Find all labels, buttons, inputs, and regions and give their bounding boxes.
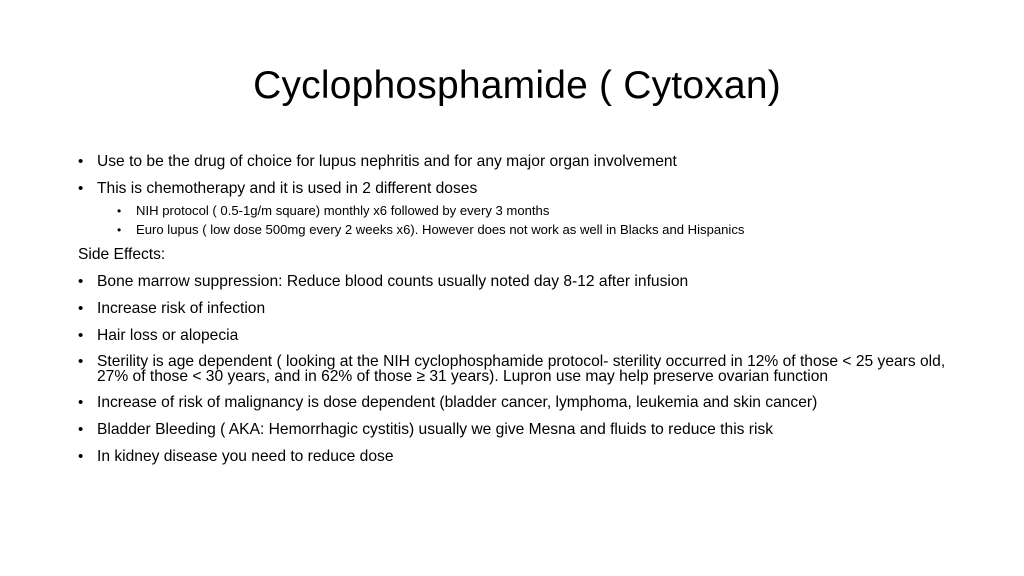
- bullet-marker: •: [78, 420, 84, 438]
- bullet-marker: •: [78, 352, 84, 370]
- bullet-marker: •: [78, 153, 84, 170]
- bullet-marker: •: [117, 204, 122, 218]
- sub-bullet-item: [78, 203, 968, 219]
- section-heading: [78, 246, 968, 264]
- bullet-marker: •: [78, 299, 84, 317]
- bullet-marker: •: [78, 326, 84, 344]
- bullet-marker: •: [117, 222, 122, 237]
- slide-title: Cyclophosphamide ( Cytoxan): [253, 64, 781, 107]
- bullet-text: Use to be the drug of choice for lupus nephritis and for any major organ involvement: [97, 153, 677, 170]
- bullet-marker: •: [78, 447, 84, 465]
- bullet-item: [78, 153, 968, 171]
- bullet-item: [78, 180, 968, 198]
- bullet-text: Euro lupus ( low dose 500mg every 2 weeks x6). However does not work as well in Blacks and Hispanics: [136, 221, 745, 237]
- sub-bullet-item: [78, 222, 968, 238]
- bullet-item: [78, 327, 968, 345]
- slide-body: [78, 153, 968, 475]
- bullet-item: [78, 448, 968, 466]
- bullet-text: Increase risk of infection: [97, 299, 266, 317]
- bullet-item: [78, 421, 968, 439]
- bullet-item: [78, 394, 968, 412]
- bullet-text: Bladder Bleeding ( AKA: Hemorrhagic cystitis) usually we give Mesna and fluids to reduce this risk: [97, 420, 774, 438]
- bullet-marker: •: [78, 393, 84, 411]
- bullet-item: [78, 354, 968, 385]
- bullet-text: This is chemotherapy and it is used in 2 different doses: [97, 180, 478, 197]
- bullet-item: [78, 300, 968, 318]
- bullet-text: Sterility is age dependent ( looking at the NIH cyclophosphamide protocol- sterility occurred in 12% of those < 25 years old, 27% of those < 30 years, and in 62% of those ≥ 31 years). Lupron use may help preserve ovarian function: [97, 352, 946, 385]
- bullet-text: NIH protocol ( 0.5-1g/m square) monthly x6 followed by every 3 months: [136, 203, 550, 218]
- bullet-text: In kidney disease you need to reduce dose: [97, 447, 394, 465]
- bullet-text: Increase of risk of malignancy is dose dependent (bladder cancer, lymphoma, leukemia and skin cancer): [97, 393, 818, 411]
- bullet-marker: •: [78, 272, 84, 290]
- bullet-item: [78, 273, 968, 291]
- bullet-text: Hair loss or alopecia: [97, 326, 239, 344]
- bullet-marker: •: [78, 180, 84, 197]
- section-heading-text: Side Effects:: [78, 245, 166, 263]
- bullet-text: Bone marrow suppression: Reduce blood counts usually noted day 8-12 after infusion: [97, 272, 689, 290]
